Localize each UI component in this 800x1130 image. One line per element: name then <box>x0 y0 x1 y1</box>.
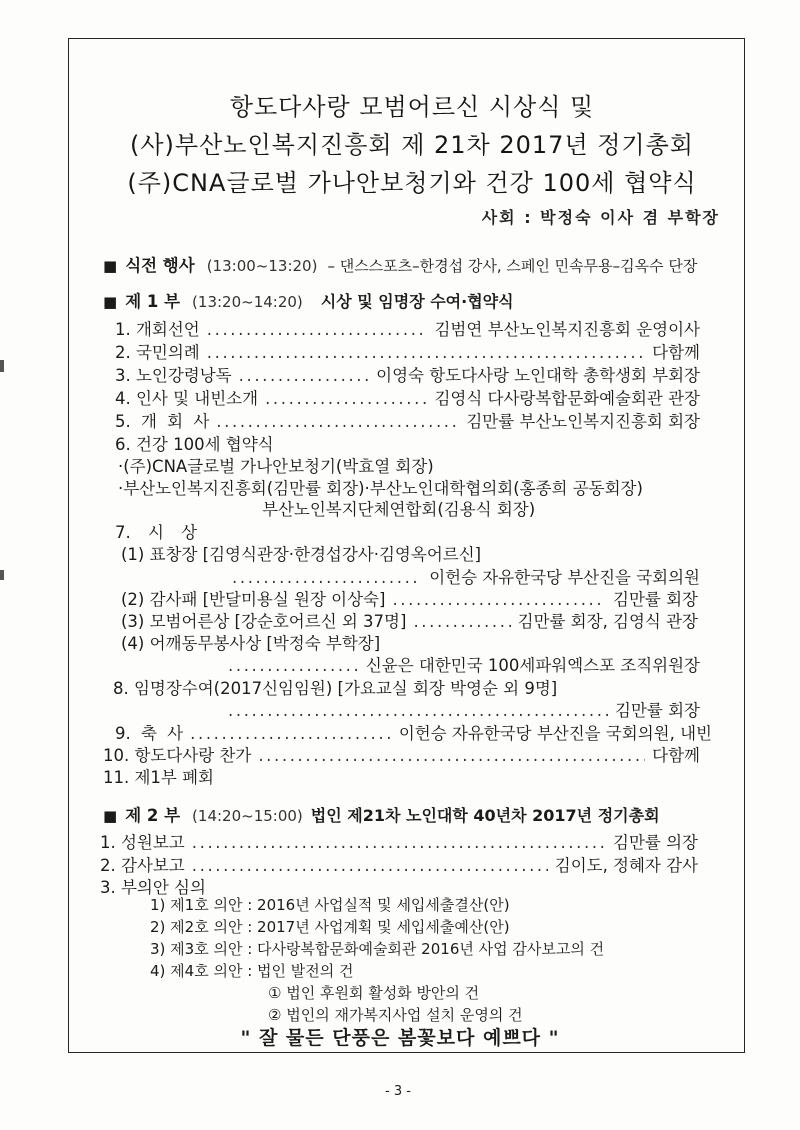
item-presenter: 김만률 부산노인복지진흥회 회장 <box>466 412 700 431</box>
program-item <box>115 434 274 456</box>
title-line-2: (사)부산노인복지진흥회 제 21차 2017년 정기총회 <box>130 131 694 159</box>
part1-title: 제 1 부 <box>125 292 181 311</box>
item-label: 2. 국민의례 <box>115 343 200 362</box>
agenda-text: 4) 제4호 의안 : 법인 발전의 건 <box>150 962 354 980</box>
scan-artifact <box>0 360 4 372</box>
award-label: (4) 어깨동무봉사상 [박정숙 부학장] <box>121 634 381 653</box>
item-label: 7. 시 상 <box>115 523 198 542</box>
sub-agenda-item <box>268 1005 523 1025</box>
award-item <box>121 611 698 633</box>
dot-leader <box>413 611 510 633</box>
item-presenter: 김영식 다사랑복합문화예술회관 관장 <box>434 389 700 408</box>
part1-header <box>103 291 514 313</box>
dot-leader <box>392 589 606 611</box>
pre-event-detail: – 댄스스포츠–한경섭 강사, 스페인 민속무용–김옥수 단장 <box>327 257 698 275</box>
award-item <box>121 589 698 611</box>
agenda-text: 1) 제1호 의안 : 2016년 사업실적 및 세입세출결산(안) <box>150 896 510 914</box>
award-presenter-row <box>232 567 700 589</box>
pre-event-title: 식전 행사 <box>125 256 195 275</box>
item-presenter: 다함께 <box>652 343 700 362</box>
page-number: - 3 - <box>385 1084 411 1099</box>
dot-leader <box>190 723 392 745</box>
agenda-text: 2) 제2호 의안 : 2017년 사업계획 및 세입세출예산(안) <box>150 918 510 936</box>
dot-leader <box>192 855 548 877</box>
item-presenter: 이영숙 항도다사랑 노인대학 총학생회 부회장 <box>376 366 700 385</box>
program-item <box>115 342 700 364</box>
item-label: 5. 개 회 사 <box>115 412 210 431</box>
item-label: 6. 건강 100세 협약식 <box>115 435 274 454</box>
dot-leader <box>239 365 370 387</box>
item-presenter: 김범연 부산노인복지진흥회 운영이사 <box>434 320 700 339</box>
item-presenter: 다함께 <box>652 746 700 765</box>
agenda-item <box>150 917 510 937</box>
program-item <box>115 522 197 544</box>
program-item <box>100 832 698 854</box>
title-line-3: (주)CNA글로벌 가나안보청기와 건강 100세 협약식 <box>127 169 697 197</box>
dot-leader <box>228 655 359 677</box>
dot-leader <box>192 832 606 854</box>
part1-time: (13:20~14:20) <box>192 293 303 311</box>
part1-subtitle: 시상 및 임명장 수여·협약식 <box>320 292 514 311</box>
section-marker: ■ <box>103 293 118 311</box>
award-presenter: 신윤은 대한민국 100세파워엑스포 조직위원장 <box>365 656 700 675</box>
award-presenter: 김만률 회장 <box>613 590 698 609</box>
part2-title: 제 2 부 <box>125 806 181 825</box>
scan-artifact <box>0 570 4 580</box>
host-line: 사회 : 박정숙 이사 겸 부학장 <box>481 208 720 227</box>
dot-leader <box>265 388 427 410</box>
award-item <box>121 544 481 566</box>
agreement-party-text: ·(주)CNA글로벌 가나안보청기(박효열 회장) <box>118 457 434 476</box>
section-marker: ■ <box>103 257 118 275</box>
sub-agenda-text: ① 법인 후원회 활성화 방안의 건 <box>268 984 480 1002</box>
award-presenter: 이헌승 자유한국당 부산진을 국회의원 <box>429 568 700 587</box>
item-label: 2. 감사보고 <box>100 856 185 875</box>
agreement-party-text: ·부산노인복지진흥회(김만률 회장)·부산노인대학협의회(홍종희 공동회장) <box>118 479 643 498</box>
dot-leader <box>228 700 608 722</box>
item-label: 11. 제1부 폐회 <box>103 768 214 787</box>
dot-leader <box>216 411 459 433</box>
program-item <box>100 855 698 877</box>
closing-quote: " 잘 물든 단풍은 봄꽃보다 예쁘다 " <box>240 1027 560 1049</box>
part2-subtitle: 법인 제21차 노인대학 40년차 2017년 정기총회 <box>310 806 660 825</box>
item-label: 1. 개회선언 <box>115 320 200 339</box>
dot-leader <box>207 319 428 341</box>
item-label: 9. 축 사 <box>115 724 184 743</box>
dot-leader <box>232 567 422 589</box>
award-label: (3) 모범어른상 [강순호어르신 외 37명] <box>121 612 407 631</box>
program-item <box>115 388 700 410</box>
agreement-party <box>262 499 535 521</box>
award-presenter: 김만률 회장, 김영식 관장 <box>517 612 698 631</box>
dot-leader <box>258 745 645 767</box>
item-label: 10. 항도다사랑 찬가 <box>103 746 252 765</box>
award-item <box>121 633 380 655</box>
program-item <box>115 365 700 387</box>
agenda-item <box>150 961 354 981</box>
award-label: (1) 표창장 [김영식관장·한경섭강사·김영옥어르신] <box>121 545 482 564</box>
agenda-item <box>150 939 604 959</box>
item-presenter: 김만률 회장 <box>615 701 700 720</box>
agreement-party-text: 부산노인복지단체연합회(김용식 회장) <box>262 500 536 519</box>
section-marker: ■ <box>103 807 118 825</box>
item-presenter: 김이도, 정혜자 감사 <box>554 856 698 875</box>
agenda-text: 3) 제3호 의안 : 다사랑복합문화예술회관 2016년 사업 감사보고의 건 <box>150 940 605 958</box>
agenda-item <box>150 895 510 915</box>
item-presenter: 이헌승 자유한국당 부산진을 국회의원, 내빈 <box>398 724 712 743</box>
item-label: 8. 임명장수여(2017신임임원) [가요교실 회장 박영순 외 9명] <box>113 679 558 698</box>
agreement-party <box>118 456 434 478</box>
item-label: 3. 노인강령낭독 <box>115 366 232 385</box>
program-item <box>115 319 700 341</box>
sub-agenda-text: ② 법인의 재가복지사업 설치 운영의 건 <box>268 1006 523 1024</box>
pre-event-header <box>103 255 697 277</box>
program-item <box>115 723 712 745</box>
award-presenter-row <box>228 655 700 677</box>
program-item <box>113 678 557 700</box>
program-item <box>115 411 700 433</box>
appointment-presenter-row <box>228 700 700 722</box>
award-label: (2) 감사패 [반달미용실 원장 이상숙] <box>121 590 386 609</box>
pre-event-time: (13:00~13:20) <box>206 257 318 275</box>
agreement-party <box>118 478 643 500</box>
title-line-1: 항도다사랑 모범어르신 시상식 및 <box>229 93 595 121</box>
item-label: 3. 부의안 심의 <box>100 878 206 897</box>
sub-agenda-item <box>268 983 479 1003</box>
item-presenter: 김만률 의장 <box>613 833 698 852</box>
program-item <box>103 745 700 767</box>
program-item <box>103 767 214 789</box>
part2-time: (14:20~15:00) <box>192 807 303 825</box>
item-label: 4. 인사 및 내빈소개 <box>115 389 259 408</box>
item-label: 1. 성원보고 <box>100 833 185 852</box>
part2-header <box>103 805 660 827</box>
dot-leader <box>207 342 645 364</box>
